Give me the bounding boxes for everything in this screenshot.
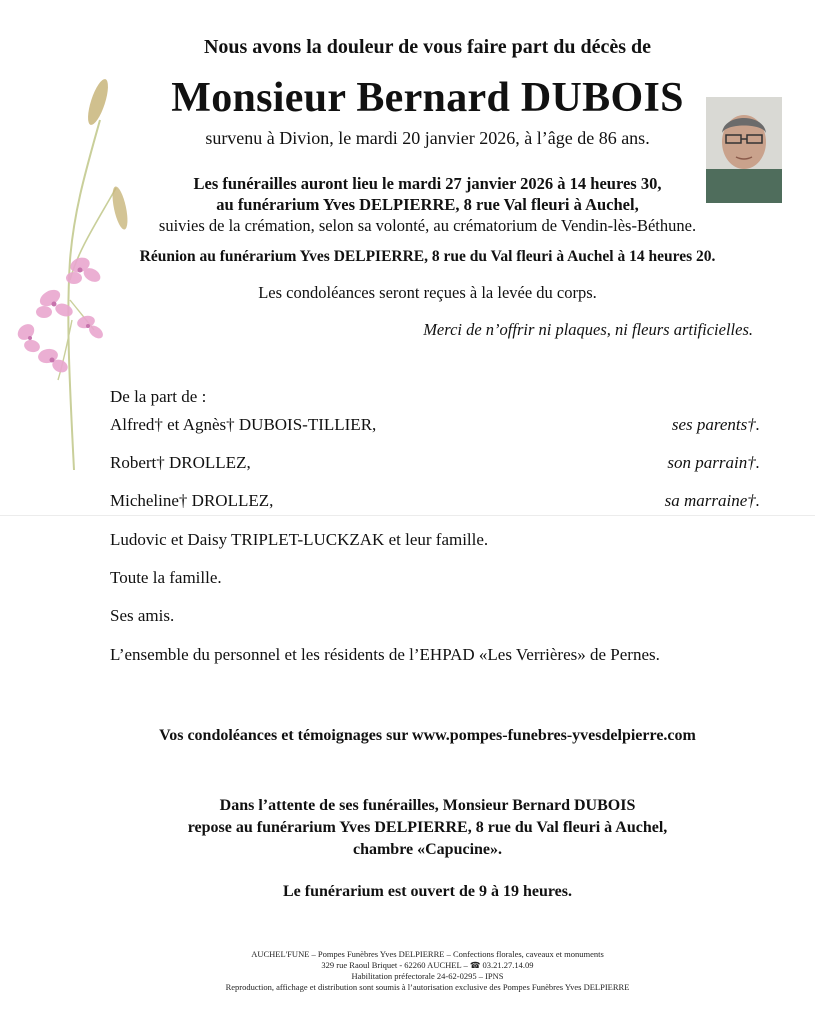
condolences-line: Les condoléances seront reçues à la levée du corps.	[258, 283, 597, 302]
death-details: survenu à Divion, le mardi 20 janvier 2026, à l’âge de 86 ans.	[205, 128, 650, 148]
opening-hours: Le funérarium est ouvert de 9 à 19 heures.	[283, 883, 572, 900]
family-entry-relation: son parrain†.	[667, 453, 760, 472]
footer-address: 329 rue Raoul Briquet - 62260 AUCHEL – ☎ 03.21.27.14.09	[321, 960, 534, 970]
family-entry-relation: sa marraine†.	[664, 491, 760, 510]
cremation-line: suivies de la crémation, selon sa volonté, au crématorium de Vendin-lès-Béthune.	[158, 216, 697, 235]
footer-license: Habilitation préfectorale 24-62-0295 – IPNS	[351, 971, 504, 981]
family-entry-name: Ludovic et Daisy TRIPLET-LUCKZAK et leur famille.	[110, 530, 489, 549]
fold-line	[0, 515, 815, 516]
awaiting-line-3: chambre «Capucine».	[352, 841, 503, 858]
family-entry-relation: ses parents†.	[671, 415, 760, 434]
family-entry-name: L’ensemble du personnel et les résidents de l’EHPAD «Les Verrières» de Pernes.	[110, 645, 660, 664]
website-line: Vos condoléances et témoignages sur www.pompes-funebres-yvesdelpierre.com	[159, 727, 696, 744]
awaiting-line-2: repose au funérarium Yves DELPIERRE, 8 rue du Val fleuri à Auchel,	[187, 819, 668, 836]
funeral-place-line: au funérarium Yves DELPIERRE, 8 rue Val fleuri à Auchel,	[216, 195, 639, 214]
footer-rights: Reproduction, affichage et distribution sont soumis à l’autorisation exclusive des Pompes Funèbres Yves DELPIERRE	[225, 982, 630, 992]
footer-company: AUCHEL'FUNE – Pompes Funèbres Yves DELPIERRE – Confections florales, caveaux et monuments	[251, 949, 604, 959]
intro-line: Nous avons la douleur de vous faire part du décès de	[203, 36, 652, 58]
family-entry-name: Ses amis.	[110, 606, 175, 625]
no-flowers-request: Merci de n’offrir ni plaques, ni fleurs artificielles.	[423, 320, 753, 339]
family-entry-name: Micheline† DROLLEZ,	[110, 491, 274, 510]
family-entry-name: Toute la famille.	[110, 568, 222, 587]
funeral-date-line: Les funérailles auront lieu le mardi 27 janvier 2026 à 14 heures 30,	[193, 174, 662, 193]
obituary-page: Nous avons la douleur de vous faire part du décès de Monsieur Bernard DUBOIS survenu à Divion, le mardi 20 janvier 2026, à l’âge de 86 ans. Les funérailles auront lieu le mardi 27 janvier 2026 à 14 heures 30, au funérarium Yves DELPIERRE, 8 rue Val fleuri à Auchel, suivies de la crémation, selon sa volonté, au crématorium de Vendin-lès-Béthune. Réunion au funérarium Yves DELPIERRE, 8 rue du Val fleuri à Auchel à 14 heures 20. Les condoléances seront reçues à la levée du corps. Merci de n’offrir ni plaques, ni fleurs artificielles. De la part de : Alfred† et Agnès† DUBOIS-TILLIER, ses parents†. Robert† DROLLEZ, son parrain†. Micheline† DROLLEZ, sa marraine†. Ludovic et Daisy TRIPLET-LUCKZAK et leur famille. Toute la famille. Ses amis. L’ensemble du personnel et les résidents de l’EHPAD «Les Verrières» de Pernes. Vos condoléances et témoignages sur www.pompes-funebres-yvesdelpierre.com Dans l’attente de ses funérailles, Monsieur Bernard DUBOIS repose au funérarium Yves DELPIERRE, 8 rue du Val fleuri à Auchel, chambre «Capucine». Le funérarium est ouvert de 9 à 19 heures. AUCHEL'FUNE – Pompes Funèbres Yves DELPIERRE – Confections florales, caveaux et monuments 329 rue Raoul Briquet - 62260 AUCHEL – ☎ 03.21.27.14.09 Habilitation préfectorale 24-62-0295 – IPNS Reproduction, affichage et distribution sont soumis à l’autorisation exclusive des Pompes Funèbres Yves DELPIERRE	[0, 0, 815, 1024]
family-entry-name: Alfred† et Agnès† DUBOIS-TILLIER,	[110, 415, 377, 434]
deceased-name: Monsieur Bernard DUBOIS	[171, 75, 684, 121]
reunion-line: Réunion au funérarium Yves DELPIERRE, 8 rue du Val fleuri à Auchel à 14 heures 20.	[139, 248, 716, 265]
awaiting-line-1: Dans l’attente de ses funérailles, Monsieur Bernard DUBOIS	[219, 797, 636, 814]
family-entry-name: Robert† DROLLEZ,	[110, 453, 251, 472]
